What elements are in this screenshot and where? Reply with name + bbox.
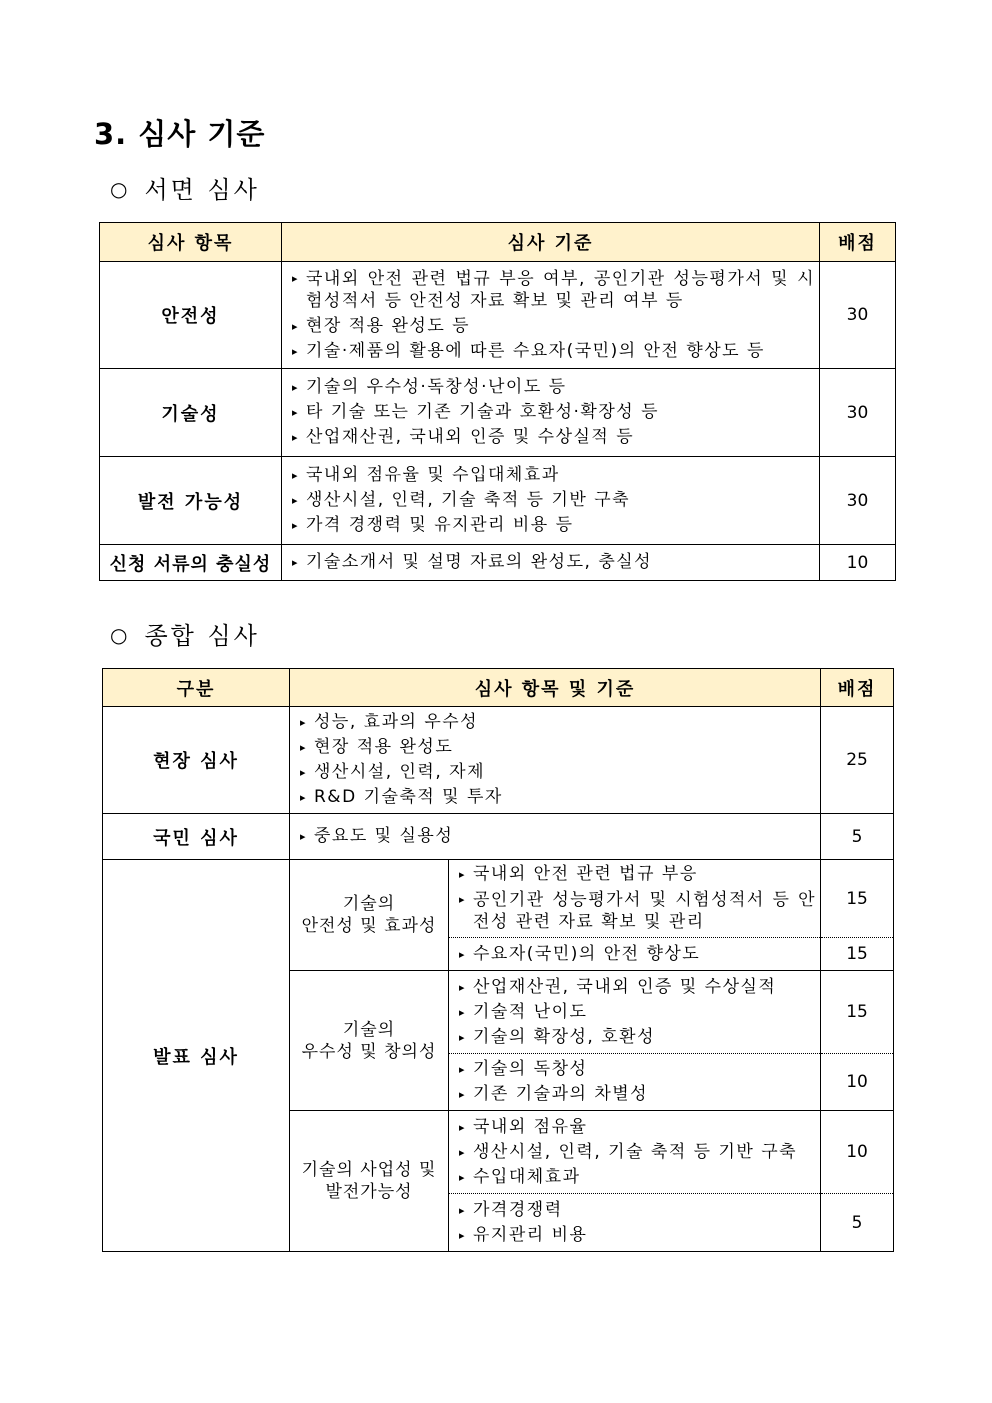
criteria-item: ▸ 국내외 점유율 <box>459 1115 816 1140</box>
criteria-item: ▸ 중요도 및 실용성 <box>300 824 816 849</box>
col-header-score: 배점 <box>821 669 894 707</box>
subcategory-cell <box>290 971 449 1111</box>
criteria-cell <box>449 860 821 938</box>
criteria-cell <box>282 457 820 545</box>
score-cell: 10 <box>820 545 896 581</box>
criteria-item: ▸ 기술의 우수성·독창성·난이도 등 <box>292 375 815 400</box>
table-row <box>100 262 896 369</box>
category-cell: 안전성 <box>100 262 282 369</box>
criteria-cell <box>449 971 821 1054</box>
criteria-item: ▸ 생산시설, 인력, 기술 축적 등 기반 구축 <box>459 1140 816 1165</box>
criteria-item: ▸ 생산시설, 인력, 자제 <box>300 760 816 785</box>
score-cell: 10 <box>821 1054 894 1111</box>
criteria-item: ▸ 현장 적용 완성도 등 <box>292 314 815 339</box>
criteria-item: ▸ 가격경쟁력 <box>459 1198 816 1223</box>
table-row <box>100 369 896 457</box>
category-cell: 국민 심사 <box>103 814 290 860</box>
table-row <box>100 457 896 545</box>
score-cell: 15 <box>821 860 894 938</box>
subcategory-cell <box>290 860 449 971</box>
criteria-cell <box>449 938 821 971</box>
criteria-item: ▸ 수입대체효과 <box>459 1165 816 1190</box>
subcategory-label-line2: 안전성 및 효과성 <box>301 916 437 936</box>
circle-bullet-icon: ○ <box>110 623 131 647</box>
criteria-item: ▸ 공인기관 성능평가서 및 시험성적서 등 안전성 관련 자료 확보 및 관리 <box>459 889 816 933</box>
criteria-cell <box>290 707 821 814</box>
category-cell: 현장 심사 <box>103 707 290 814</box>
subcategory-label-line2: 우수성 및 창의성 <box>301 1041 437 1062</box>
score-cell: 25 <box>821 707 894 814</box>
subcategory-label-line1: 기술의 <box>342 1019 396 1040</box>
criteria-item: ▸ 국내외 안전 관련 법규 부응 여부, 공인기관 성능평가서 및 시험성적서 등 안전성 자료 확보 및 관리 여부 등 <box>292 268 815 312</box>
col-header-criteria: 심사 항목 및 기준 <box>290 669 821 707</box>
criteria-item: ▸ 생산시설, 인력, 기술 축적 등 기반 구축 <box>292 488 815 513</box>
criteria-cell <box>449 1194 821 1252</box>
subcategory-label-line2: 발전가능성 <box>325 1182 413 1202</box>
col-header-score: 배점 <box>820 223 896 262</box>
criteria-item: ▸ 국내외 안전 관련 법규 부응 <box>459 862 816 887</box>
criteria-item: ▸ 국내외 점유율 및 수입대체효과 <box>292 463 815 488</box>
criteria-cell <box>282 545 820 581</box>
criteria-cell <box>449 1111 821 1194</box>
score-cell: 30 <box>820 457 896 545</box>
circle-bullet-icon: ○ <box>110 177 131 201</box>
table-row <box>103 860 894 938</box>
table-row <box>103 707 894 814</box>
score-cell: 30 <box>820 369 896 457</box>
col-header-division: 구분 <box>103 669 290 707</box>
subcategory-label-line1: 기술의 사업성 및 <box>301 1160 437 1180</box>
section1-heading-text: 서면 심사 <box>144 176 260 204</box>
criteria-item: ▸ 수요자(국민)의 안전 향상도 <box>459 942 816 967</box>
criteria-item: ▸ 유지관리 비용 <box>459 1223 816 1248</box>
score-cell: 5 <box>821 814 894 860</box>
comprehensive-review-table <box>102 668 894 1252</box>
category-cell: 발표 심사 <box>103 860 290 1252</box>
criteria-cell <box>290 814 821 860</box>
subcategory-label-line1: 기술의 <box>342 894 396 914</box>
score-cell: 5 <box>821 1194 894 1252</box>
table-header-row <box>103 669 894 707</box>
category-cell: 발전 가능성 <box>100 457 282 545</box>
criteria-item: ▸ 타 기술 또는 기존 기술과 호환성·확장성 등 <box>292 400 815 425</box>
table-header-row <box>100 223 896 262</box>
criteria-item: ▸ 기존 기술과의 차별성 <box>459 1082 816 1107</box>
score-cell: 10 <box>821 1111 894 1194</box>
category-cell: 신청 서류의 충실성 <box>100 545 282 581</box>
table-row <box>100 545 896 581</box>
criteria-item: ▸ 기술·제품의 활용에 따른 수요자(국민)의 안전 향상도 등 <box>292 339 815 364</box>
col-header-item: 심사 항목 <box>100 223 282 262</box>
col-header-criteria: 심사 기준 <box>282 223 820 262</box>
criteria-item: ▸ R&D 기술축적 및 투자 <box>300 785 816 810</box>
criteria-cell <box>282 262 820 369</box>
score-cell: 15 <box>821 971 894 1054</box>
written-review-table <box>99 222 896 581</box>
criteria-item: ▸ 기술의 독창성 <box>459 1057 816 1082</box>
criteria-cell <box>449 1054 821 1111</box>
criteria-item: ▸ 가격 경쟁력 및 유지관리 비용 등 <box>292 513 815 538</box>
section2-heading-text: 종합 심사 <box>144 622 260 650</box>
score-cell: 30 <box>820 262 896 369</box>
criteria-item: ▸ 기술적 난이도 <box>459 1000 816 1025</box>
criteria-item: ▸ 기술소개서 및 설명 자료의 완성도, 충실성 <box>292 550 815 575</box>
criteria-item: ▸ 산업재산권, 국내외 인증 및 수상실적 등 <box>292 425 815 450</box>
criteria-item: ▸ 기술의 확장성, 호환성 <box>459 1025 816 1050</box>
category-cell: 기술성 <box>100 369 282 457</box>
criteria-item: ▸ 현장 적용 완성도 <box>300 735 816 760</box>
table-row <box>103 814 894 860</box>
criteria-item: ▸ 성능, 효과의 우수성 <box>300 710 816 735</box>
score-cell: 15 <box>821 938 894 971</box>
subcategory-cell <box>290 1111 449 1252</box>
criteria-item: ▸ 산업재산권, 국내외 인증 및 수상실적 <box>459 975 816 1000</box>
section2-heading <box>110 616 260 651</box>
page-title: 3. 심사 기준 <box>94 117 266 151</box>
section1-heading <box>110 170 260 205</box>
criteria-cell <box>282 369 820 457</box>
